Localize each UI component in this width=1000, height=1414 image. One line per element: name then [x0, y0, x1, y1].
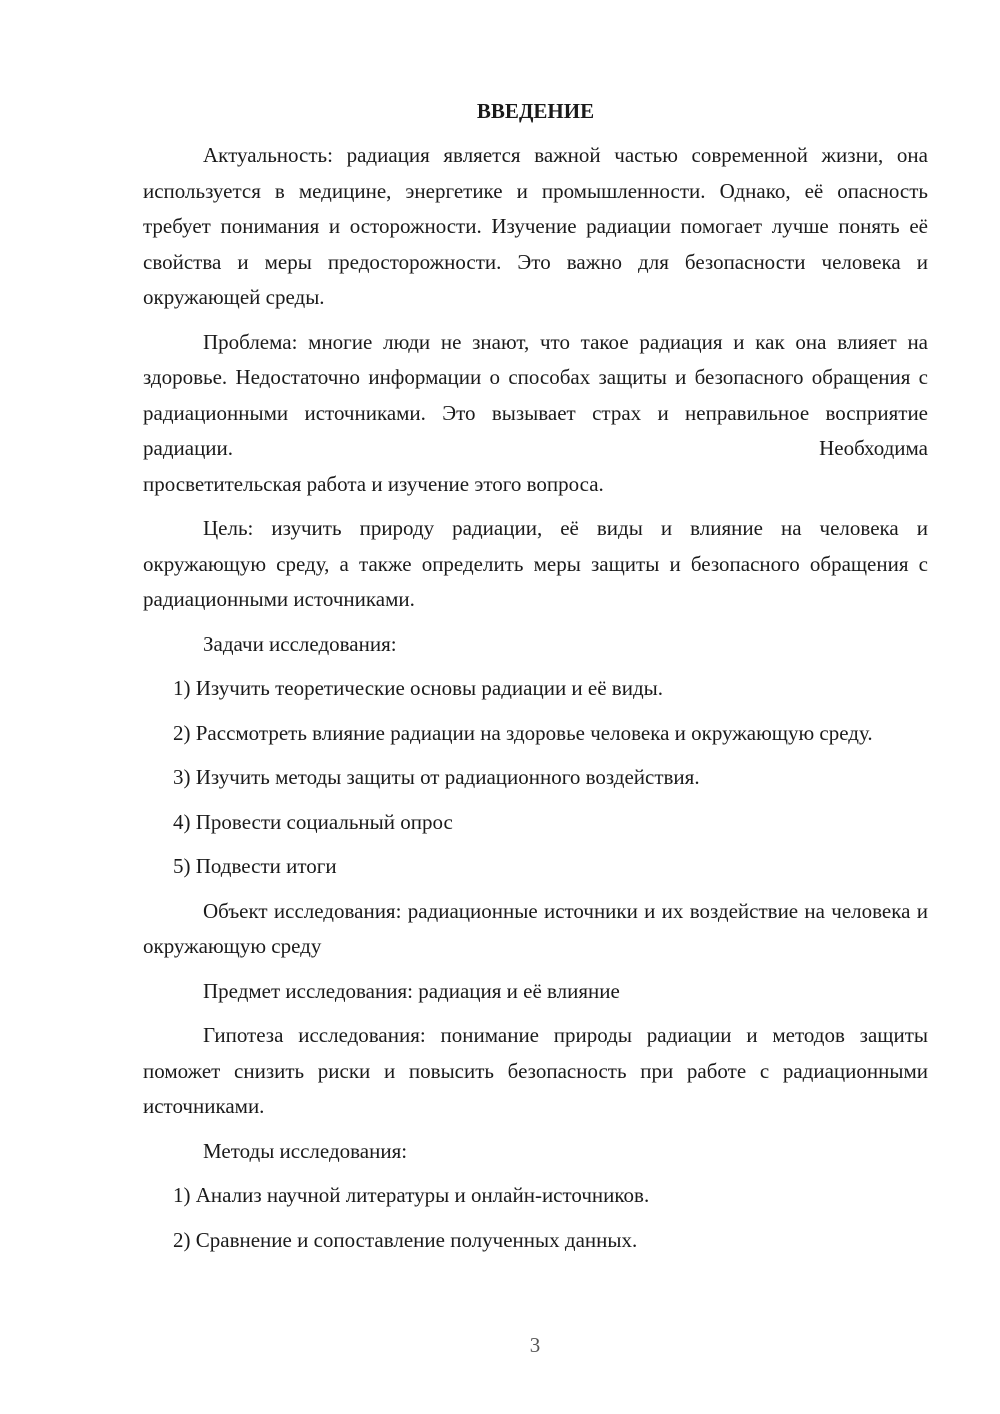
task-item: 4) Провести социальный опрос: [173, 809, 453, 834]
task-item: 5) Подвести итоги: [173, 854, 337, 878]
relevance-paragraph: Актуальность: радиация является важной частью современной жизни, она используется в медицине, энергетике и промышленности. Однако, её опасность требует понимания и осторожности. Изучение радиации помогает лучше понять её свойства и меры предосторожности. Это важно для безопасности человека и окружающей среды.: [143, 143, 928, 309]
object-paragraph: Объект исследования: радиационные источники и их воздействие на человека и окружающую среду: [143, 898, 928, 958]
page-number: 3: [529, 1333, 541, 1357]
method-item: 2) Сравнение и сопоставление полученных данных.: [173, 1227, 638, 1252]
problem-paragraph-tail: просветительская работа и изучение этого вопроса.: [143, 471, 604, 496]
tasks-heading: Задачи исследования:: [203, 631, 397, 656]
page-title: ВВЕДЕНИЕ: [476, 99, 595, 123]
method-item: 1) Анализ научной литературы и онлайн-источников.: [173, 1183, 650, 1207]
task-item: 3) Изучить методы защиты от радиационного воздействия.: [173, 765, 700, 789]
methods-heading: Методы исследования:: [203, 1138, 408, 1163]
task-item: 2) Рассмотреть влияние радиации на здоровье человека и окружающую среду.: [173, 720, 873, 745]
subject-paragraph: Предмет исследования: радиация и её влияние: [203, 978, 620, 1003]
problem-main-text: Проблема: многие люди не знают, что такое радиация и как она влияет на здоровье. Недостаточно информации о способах защиты и безопасного обращения с радиационными источниками. Это вызывает страх и неправильное восприятие радиации. Необходима: [143, 329, 928, 460]
hypothesis-paragraph: Гипотеза исследования: понимание природы радиации и методов защиты поможет снизить риски и повысить безопасность при работе с радиационными источниками.: [143, 1023, 928, 1118]
goal-paragraph: Цель: изучить природу радиации, её виды и влияние на человека и окружающую среду, а также определить меры защиты и безопасного обращения с радиационными источниками.: [143, 516, 928, 611]
task-item: 1) Изучить теоретические основы радиации и её виды.: [173, 676, 664, 700]
problem-paragraph: [143, 325, 928, 467]
document-body: [143, 96, 928, 1267]
